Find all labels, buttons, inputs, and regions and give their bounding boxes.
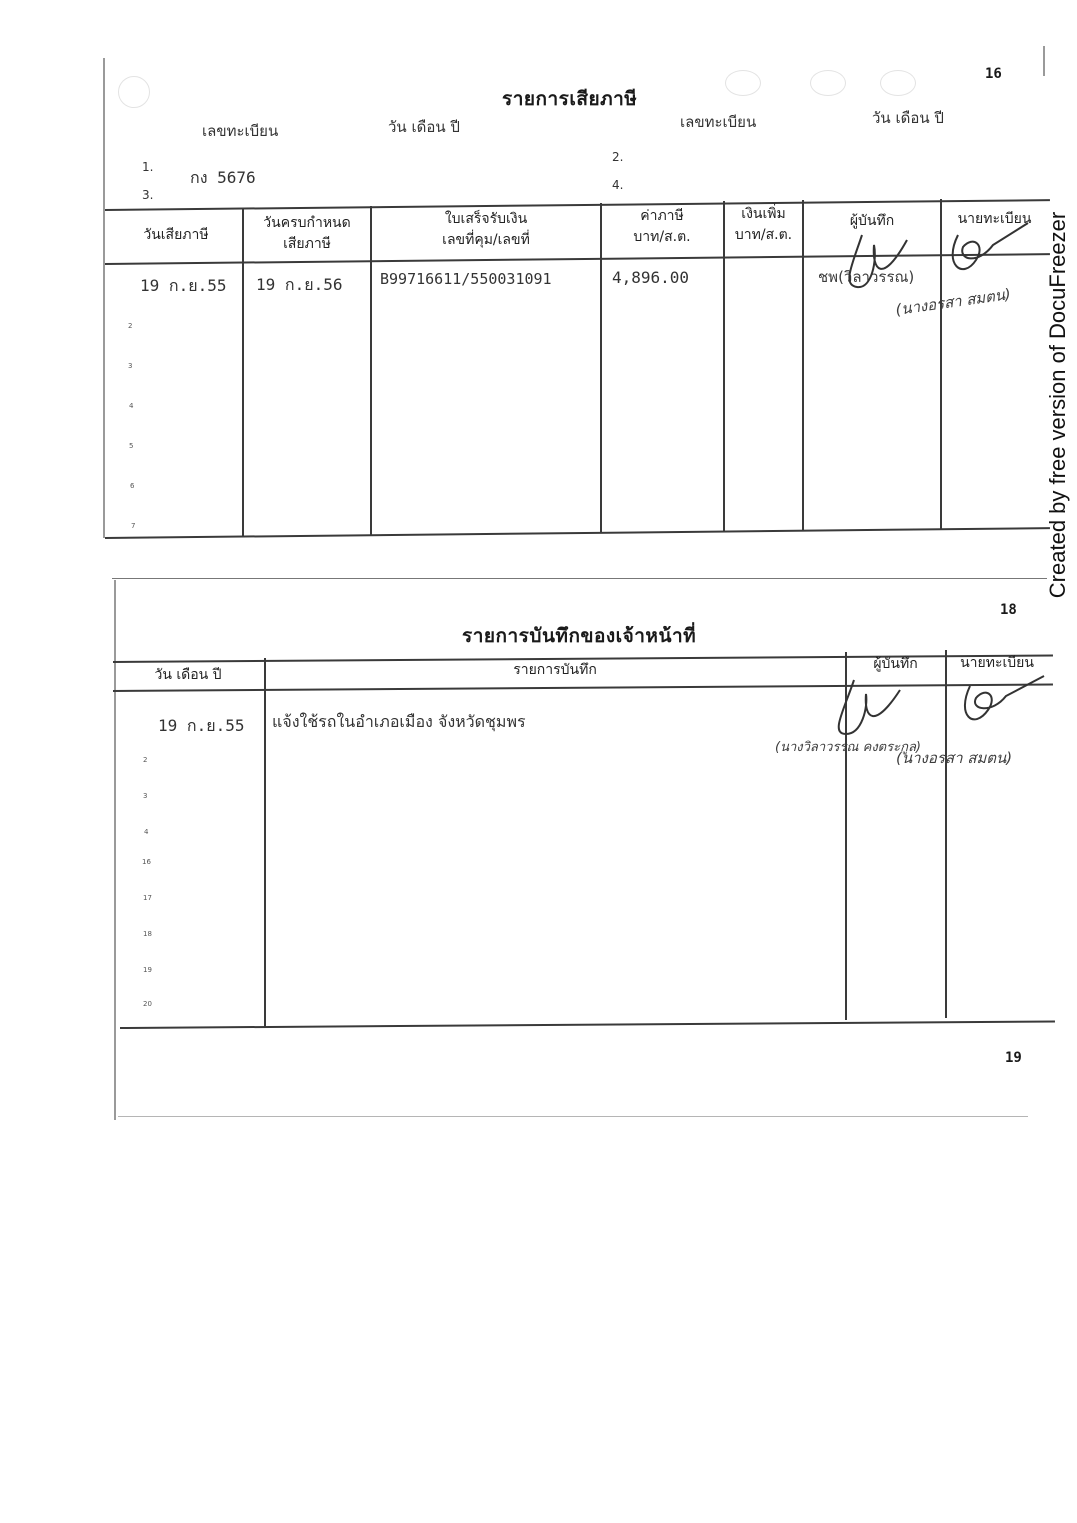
reg-label-right: เลขทะเบียน xyxy=(680,113,757,131)
row-number: 20 xyxy=(143,1000,152,1008)
officer-registrar-signature xyxy=(952,668,1052,728)
registration-index: 2. xyxy=(612,150,624,164)
tax-col-divider xyxy=(600,203,602,533)
col-header-surcharge: เงินเพิ่ม บาท/ส.ต. xyxy=(734,206,793,243)
row-number: 4 xyxy=(129,402,134,410)
scan-edge-left xyxy=(103,58,105,538)
entry-receipt: B99716611/550031091 xyxy=(380,270,552,288)
bleed-through-mark xyxy=(725,70,761,96)
registration-index: 3. xyxy=(142,188,154,202)
date-label-left: วัน เดือน ปี xyxy=(388,118,460,136)
docufreezer-watermark: Created by free version of DocuFreezer xyxy=(1045,211,1070,599)
row-number: 2 xyxy=(128,322,133,330)
bleed-through-mark xyxy=(118,76,150,108)
officer-entry-registrar-name: (นางอรสา สมตน) xyxy=(896,749,1013,767)
bleed-through-mark xyxy=(810,70,846,96)
row-number: 18 xyxy=(143,930,152,938)
officer-recorder-signature xyxy=(822,672,902,742)
entry-due-date: 19 ก.ย.56 xyxy=(256,275,343,294)
officer-col-header-recorder: ผู้บันทึก xyxy=(873,656,918,672)
officer-entry-text: แจ้งใช้รถในอำเภอเมือง จังหวัดชุมพร xyxy=(272,712,526,731)
registration-value: กง 5676 xyxy=(190,168,256,187)
registrar-signature xyxy=(938,215,1038,285)
registration-index: 4. xyxy=(612,178,624,192)
row-number: 16 xyxy=(142,858,151,866)
scan-edge-bottom xyxy=(118,1116,1028,1117)
col-header-tax-date: วันเสียภาษี xyxy=(143,227,209,243)
officer-col-header-record: รายการบันทึก xyxy=(513,662,597,678)
officer-entry-date: 19 ก.ย.55 xyxy=(158,716,245,735)
row-number: 5 xyxy=(129,442,134,450)
registration-index: 1. xyxy=(142,160,154,174)
row-number: 7 xyxy=(131,522,136,530)
entry-recorder-name: ชพ(วิลาวรรณ) xyxy=(818,268,915,286)
bleed-through-mark xyxy=(880,70,916,96)
page-number-top: 16 xyxy=(985,66,1002,82)
col-header-registrar: นายทะเบียน xyxy=(957,211,1032,227)
tax-col-divider xyxy=(242,208,244,536)
entry-registrar-name: (นางอรสา สมตน) xyxy=(894,285,1012,319)
row-number: 19 xyxy=(143,966,152,974)
officer-table-bottom-rule xyxy=(120,1020,1055,1028)
col-header-receipt: ใบเสร็จรับเงิน เลขที่คุม/เลขที่ xyxy=(442,211,530,248)
officer-entry-recorder-name: (นางวิลาวรรณ คงตระกูล) xyxy=(775,740,921,755)
reg-label-left: เลขทะเบียน xyxy=(202,122,279,140)
row-number: 4 xyxy=(144,828,149,836)
officer-col-header-date: วัน เดือน ปี xyxy=(154,667,222,683)
tax-col-divider xyxy=(723,201,725,532)
tax-col-divider xyxy=(370,206,372,536)
recorder-signature xyxy=(832,225,912,295)
row-number: 3 xyxy=(128,362,133,370)
tax-table-bottom-rule xyxy=(105,527,1050,538)
page-number-middle: 18 xyxy=(1000,602,1017,618)
officer-col-divider xyxy=(945,650,947,1018)
officer-col-header-registrar: นายทะเบียน xyxy=(960,655,1034,671)
date-label-right: วัน เดือน ปี xyxy=(872,109,944,127)
entry-tax-date: 19 ก.ย.55 xyxy=(140,276,227,295)
row-number: 3 xyxy=(143,792,148,800)
tax-table-fold-rule xyxy=(112,578,1047,579)
row-number: 2 xyxy=(143,756,148,764)
col-header-recorder: ผู้บันทึก xyxy=(849,213,895,229)
col-header-due-date: วันครบกำหนด เสียภาษี xyxy=(263,215,351,252)
tax-section-title: รายการเสียภาษี xyxy=(502,88,638,110)
entry-tax-amount: 4,896.00 xyxy=(612,268,690,287)
officer-col-divider xyxy=(264,658,266,1028)
scan-edge-right xyxy=(1043,46,1045,76)
row-number: 17 xyxy=(143,894,152,902)
col-header-tax-amount: ค่าภาษี บาท/ส.ต. xyxy=(633,208,691,245)
officer-section-title: รายการบันทึกของเจ้าหน้าที่ xyxy=(462,625,697,647)
tax-col-divider xyxy=(802,200,804,530)
page-number-bottom: 19 xyxy=(1005,1050,1022,1066)
row-number: 6 xyxy=(130,482,135,490)
